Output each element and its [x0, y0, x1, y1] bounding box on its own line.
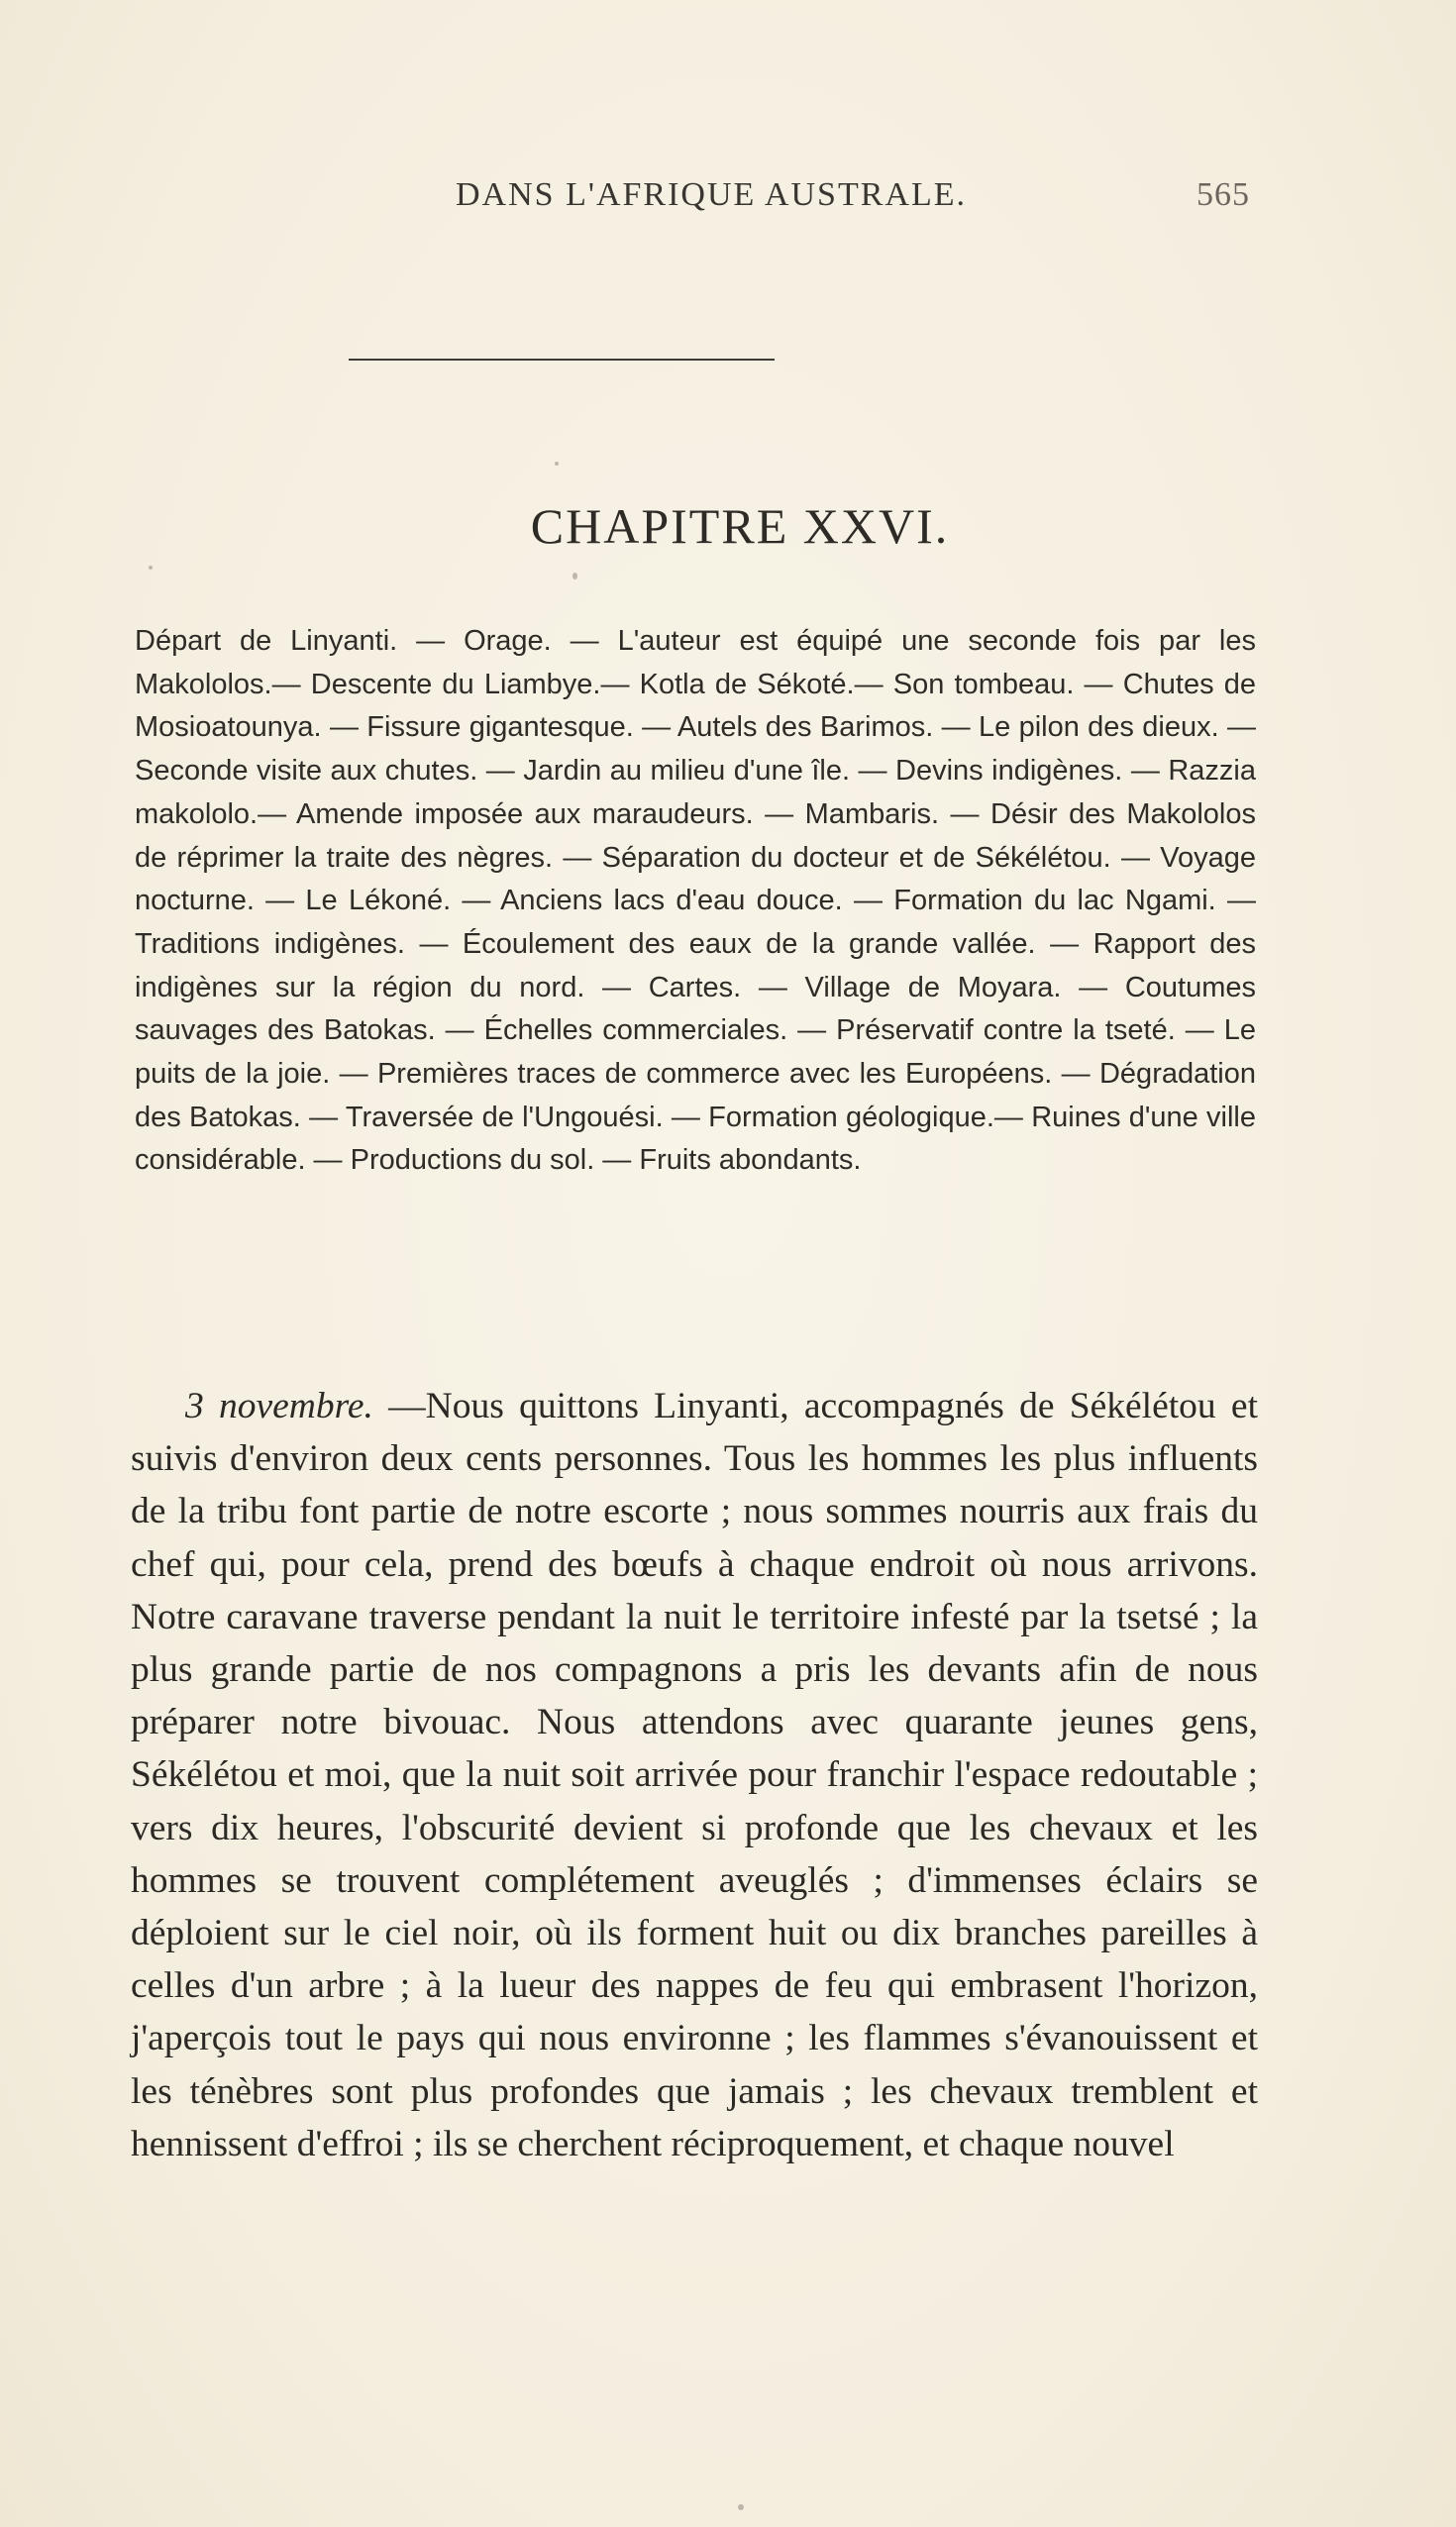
- body-paragraph: [131, 1380, 1258, 2170]
- chapter-rule: [349, 359, 775, 361]
- page-number: 565: [1196, 176, 1250, 213]
- chapter-title: CHAPITRE XXVI.: [530, 498, 950, 554]
- paper-speck: [572, 573, 577, 579]
- running-head: DANS L'AFRIQUE AUSTRALE.: [456, 176, 967, 213]
- chapter-summary: Départ de Linyanti. — Orage. — L'auteur est équipé une seconde fois par les Makololos.— Descente du Liambye.— Kotla de Sékoté.— Son tombeau. — Chutes de Mosioatounya. — Fissure gigantesque. — Autels des Barimos. — Le pilon des dieux. — Seconde visite aux chutes. — Jardin au milieu d'une île. — Devins indigènes. — Razzia makololo.— Amende imposée aux maraudeurs. — Mambaris. — Désir des Makololos de réprimer la traite des nègres. — Séparation du docteur et de Sékélétou. — Voyage nocturne. — Le Lékoné. — Anciens lacs d'eau douce. — Formation du lac Ngami. — Traditions indigènes. — Écoulement des eaux de la grande vallée. — Rapport des indigènes sur la région du nord. — Cartes. — Village de Moyara. — Coutumes sauvages des Batokas. — Échelles commerciales. — Préservatif contre la tseté. — Le puits de la joie. — Premières traces de commerce avec les Européens. — Dégradation des Batokas. — Traversée de l'Ungouési. — Formation géologique.— Ruines d'une ville considérable. — Productions du sol. — Fruits abondants.: [135, 625, 1256, 1177]
- paper-speck: [149, 566, 153, 570]
- paper-speck: [555, 462, 559, 466]
- paper-speck: [738, 2504, 744, 2510]
- body-paragraph-text: —Nous quittons Linyanti, accompagnés de Sékélétou et suivis d'environ deux cents personnes. Tous les hommes les plus influents de la tribu font partie de notre escorte ; nous sommes nourris aux frais du chef qui, pour cela, prend des bœufs à chaque endroit où nous arrivons. Notre caravane traverse pendant la nuit le territoire infesté par la tsetsé ; la plus grande partie de nos compagnons a pris les devants afin de nous préparer notre bivouac. Nous attendons avec quarante jeunes gens, Sékélétou et moi, que la nuit soit arrivée pour franchir l'espace redoutable ; vers dix heures, l'obscurité devient si profonde que les chevaux et les hommes se trouvent complétement aveuglés ; d'immenses éclairs se déploient sur le ciel noir, où ils forment huit ou dix branches pareilles à celles d'un arbre ; à la lueur des nappes de feu qui embrasent l'horizon, j'aperçois tout le pays qui nous environne ; les flammes s'évanouissent et les ténèbres sont plus profondes que jamais ; les chevaux tremblent et hennissent d'effroi ; ils se cherchent réciproquement, et chaque nouvel: [131, 1386, 1258, 2164]
- entry-date: 3 novembre.: [185, 1386, 373, 1426]
